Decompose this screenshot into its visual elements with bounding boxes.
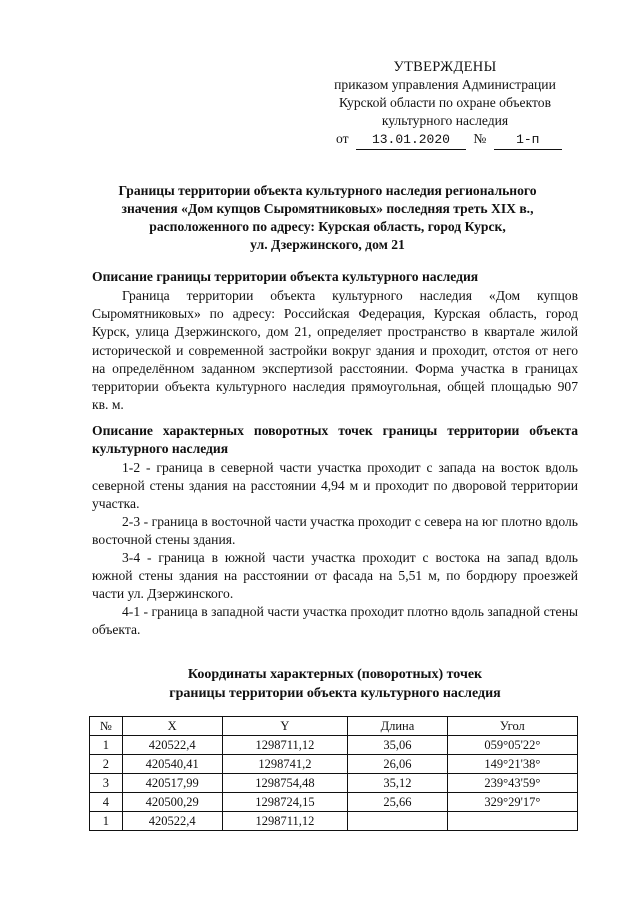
cell-y: 1298724,15 — [222, 793, 348, 812]
section-heading-boundary: Описание границы территории объекта культурного наследия — [92, 269, 479, 284]
approval-line: приказом управления Администрации — [334, 77, 556, 92]
table-title-line: границы территории объекта культурного наследия — [169, 686, 501, 701]
cell-num: 1 — [90, 736, 123, 755]
title-line: Границы территории объекта культурного наследия регионального — [118, 183, 537, 198]
cell-angle: 149°21'38° — [447, 755, 577, 774]
header-length: Длина — [348, 717, 448, 736]
date-prefix: от — [336, 131, 349, 146]
order-date: 13.01.2020 — [356, 131, 466, 150]
table-row — [90, 755, 578, 774]
header-num: № — [90, 717, 123, 736]
number-prefix: № — [473, 131, 487, 146]
cell-length: 26,06 — [348, 755, 448, 774]
table-row — [90, 812, 578, 831]
cell-num: 2 — [90, 755, 123, 774]
document-title — [80, 182, 575, 254]
title-line: значения «Дом купцов Сыромятниковых» последняя треть XIX в., — [121, 201, 534, 216]
section-heading-points: Описание характерных поворотных точек границы территории объекта культурного наследия — [92, 423, 578, 456]
cell-x: 420522,4 — [122, 812, 222, 831]
title-line: расположенного по адресу: Курская область, город Курск, — [149, 219, 506, 234]
cell-length: 35,06 — [348, 736, 448, 755]
cell-length — [348, 812, 448, 831]
cell-y: 1298711,12 — [222, 812, 348, 831]
approval-block — [300, 58, 590, 130]
coordinates-table — [89, 716, 578, 831]
cell-x: 420517,99 — [122, 774, 222, 793]
table-row — [90, 736, 578, 755]
point-paragraph: 2-3 - граница в восточной части участка проходит с севера на юг плотно вдоль восточной стены здания. — [92, 514, 578, 548]
cell-y: 1298711,12 — [222, 736, 348, 755]
cell-num: 1 — [90, 812, 123, 831]
order-number: 1-п — [494, 131, 562, 150]
point-paragraph: 4-1 - граница в западной части участка проходит плотно вдоль западной стены объекта. — [92, 604, 578, 638]
cell-x: 420540,41 — [122, 755, 222, 774]
order-line — [336, 130, 562, 150]
table-row — [90, 793, 578, 812]
cell-num: 4 — [90, 793, 123, 812]
cell-angle: 059°05'22° — [447, 736, 577, 755]
cell-y: 1298741,2 — [222, 755, 348, 774]
cell-y: 1298754,48 — [222, 774, 348, 793]
table-header-row — [90, 717, 578, 736]
approval-line: Курской области по охране объектов — [339, 95, 551, 110]
table-row — [90, 774, 578, 793]
header-y: Y — [222, 717, 348, 736]
header-angle: Угол — [447, 717, 577, 736]
cell-angle — [447, 812, 577, 831]
table-title-line: Координаты характерных (поворотных) точек — [187, 667, 483, 682]
cell-angle: 239°43'59° — [447, 774, 577, 793]
cell-angle: 329°29'17° — [447, 793, 577, 812]
cell-x: 420522,4 — [122, 736, 222, 755]
table-title — [92, 665, 578, 703]
approval-title: УТВЕРЖДЕНЫ — [393, 59, 497, 75]
cell-num: 3 — [90, 774, 123, 793]
point-paragraph: 1-2 - граница в северной части участка проходит с запада на восток вдоль северной стены здания на расстоянии 4,94 м и проходит по дворовой территории участка. — [92, 460, 578, 512]
header-x: X — [122, 717, 222, 736]
approval-line: культурного наследия — [381, 113, 509, 128]
cell-x: 420500,29 — [122, 793, 222, 812]
cell-length: 25,66 — [348, 793, 448, 812]
boundary-paragraph: Граница территории объекта культурного наследия «Дом купцов Сыромятниковых» по адресу: Российская Федерация, Курская область, город Курск, улица Дзержинского, дом 21, определяет пространство в квартале жилой исторической и современной застройки вокруг здания и проходит, отстоя от него на определённом заданном экспертизой расстоянии. Форма участка в границах территории объекта культурного наследия прямоугольная, общей площадью 907 кв. м. — [92, 288, 578, 413]
point-paragraph: 3-4 - граница в южной части участка проходит с востока на запад вдоль южной стены здания на расстоянии от фасада на 5,51 м, по бордюру проезжей части ул. Дзержинского. — [92, 550, 578, 602]
cell-length: 35,12 — [348, 774, 448, 793]
title-line: ул. Дзержинского, дом 21 — [250, 237, 405, 252]
